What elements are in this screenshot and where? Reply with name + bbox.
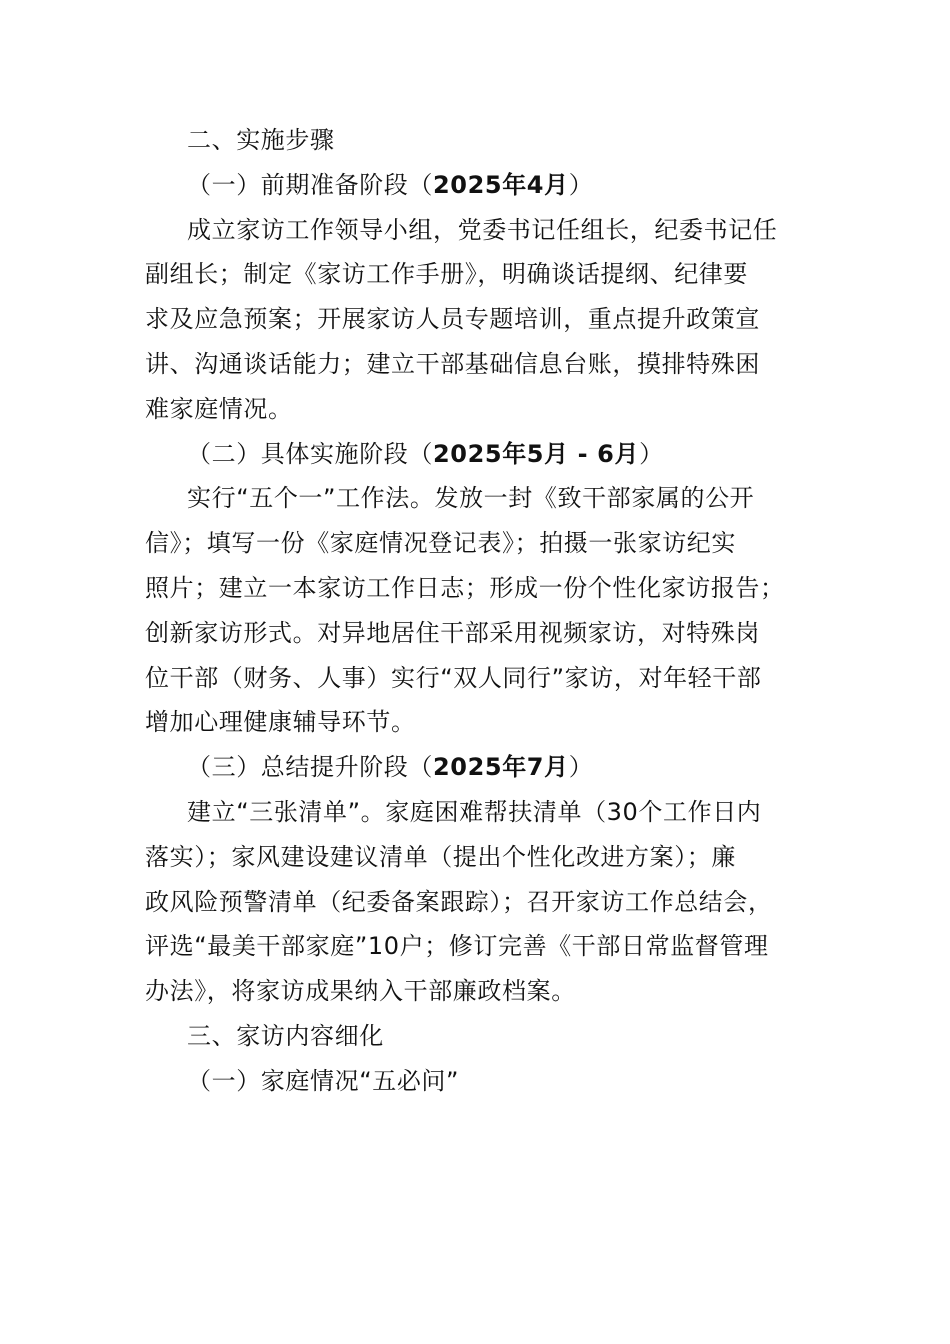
phase-2-heading [145,432,825,477]
paragraph-line: 增加心理健康辅导环节。 [145,708,416,737]
phase-3-heading [145,745,825,790]
paragraph-line: 照片；建立一本家访工作日志；形成一份个性化家访报告； [145,573,785,602]
phase-close: ） [568,753,594,782]
phase-date: 2025年7月 [433,753,569,782]
phase-title: （一）前期准备阶段（ [187,170,433,199]
paragraph-line: 成立家访工作领导小组，党委书记任组长，纪委书记任 [187,215,778,244]
paragraph-line: 建立“三张清单”。家庭困难帮扶清单（30个工作日内 [187,797,762,826]
paragraph-line: 位干部（财务、人事）实行“双人同行”家访，对年轻干部 [145,663,762,692]
phase-close: ） [639,439,664,468]
paragraph-line: 求及应急预案；开展家访人员专题培训，重点提升政策宣 [145,305,760,334]
paragraph-line: 评选“最美干部家庭”10户；修订完善《干部日常监督管理 [145,932,769,961]
phase-1-heading [145,163,825,208]
phase-date: 2025年4月 [433,170,569,199]
section-heading-2: 二、实施步骤 [187,126,335,154]
phase-date: 2025年5月 - 6月 [433,439,640,468]
phase-close: ） [568,170,594,199]
document-body [145,118,825,1104]
paragraph-line: 落实）；家风建设建议清单（提出个性化改进方案）；廉 [145,842,736,871]
section-heading-3: 三、家访内容细化 [187,1021,384,1050]
phase-title: （二）具体实施阶段（ [187,439,433,468]
paragraph-line: 创新家访形式。对异地居住干部采用视频家访，对特殊岗 [145,618,760,647]
paragraph-line: 办法》，将家访成果纳入干部廉政档案。 [145,977,576,1006]
paragraph-line: 讲、沟通谈话能力；建立干部基础信息台账，摸排特殊困 [145,349,760,378]
paragraph-line: 副组长；制定《家访工作手册》，明确谈话提纲、纪律要 [145,260,748,289]
paragraph-line: 难家庭情况。 [145,394,293,423]
paragraph-line: 信》；填写一份《家庭情况登记表》；拍摄一张家访纪实 [145,529,736,558]
subsection-heading: （一）家庭情况“五必问” [187,1066,460,1095]
phase-title: （三）总结提升阶段（ [187,753,433,782]
paragraph-line: 政风险预警清单（纪委备案跟踪）；召开家访工作总结会， [145,887,773,916]
paragraph-line: 实行“五个一”工作法。发放一封《致干部家属的公开 [187,484,755,513]
